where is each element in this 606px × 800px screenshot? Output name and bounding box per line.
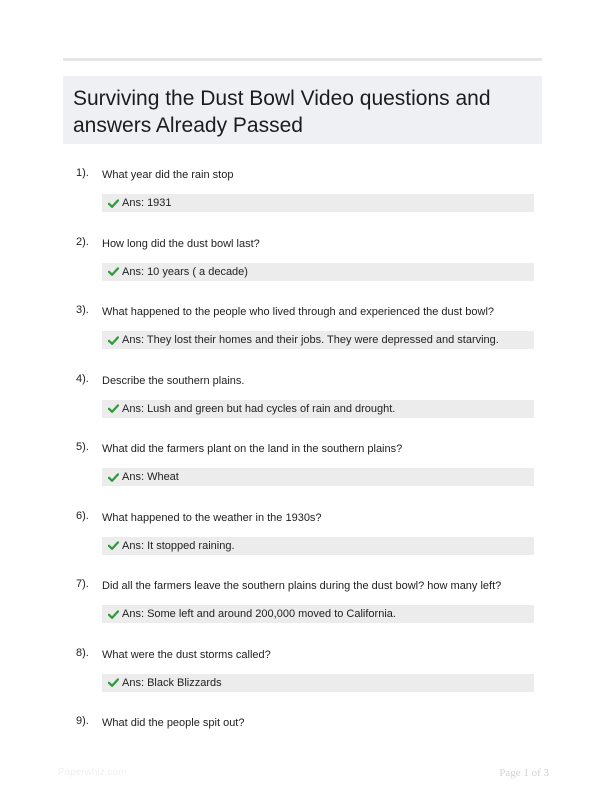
- answer-box: [102, 331, 534, 349]
- answer-text: Ans: 1931: [122, 197, 172, 209]
- check-icon: [108, 472, 119, 483]
- answer-box: [102, 468, 534, 486]
- question-text: What did the farmers plant on the land in the southern plains?: [102, 443, 403, 455]
- answer-box: [102, 605, 534, 623]
- qa-list: [63, 167, 542, 784]
- answer-box: [102, 194, 534, 212]
- qa-item: [63, 715, 542, 784]
- answer-text: Ans: It stopped raining.: [122, 539, 235, 552]
- question-text: What were the dust storms called?: [102, 648, 271, 661]
- question-number: 8).: [76, 646, 89, 659]
- question-number: 2).: [76, 235, 89, 248]
- qa-item: [63, 510, 542, 579]
- question-number: 5).: [76, 441, 89, 453]
- check-icon: [108, 335, 119, 346]
- question-text: Did all the farmers leave the southern plains during the dust bowl? how many left?: [102, 580, 502, 592]
- answer-text: Ans: Lush and green but had cycles of rain and drought.: [122, 402, 396, 415]
- question-text: What did the people spit out?: [102, 717, 245, 729]
- answer-box: [102, 400, 534, 418]
- answer-text: Ans: Wheat: [122, 471, 179, 483]
- question-text: How long did the dust bowl last?: [102, 237, 260, 250]
- answer-box: [102, 263, 534, 281]
- question-number: 6).: [76, 509, 89, 522]
- check-icon: [108, 540, 119, 551]
- qa-item: [63, 236, 542, 305]
- answer-box: [102, 537, 534, 555]
- answer-text: Ans: Some left and around 200,000 moved to California.: [122, 608, 396, 620]
- top-divider: [63, 58, 542, 61]
- question-text: What happened to the weather in the 1930s?: [102, 511, 322, 524]
- question-number: 9).: [76, 715, 89, 727]
- question-text: What happened to the people who lived through and experienced the dust bowl?: [102, 306, 495, 318]
- qa-item: [63, 647, 542, 716]
- check-icon: [108, 266, 119, 277]
- qa-item: [63, 167, 542, 236]
- title-block: [63, 76, 542, 144]
- check-icon: [108, 677, 119, 688]
- question-number: 1).: [76, 167, 89, 179]
- answer-box: [102, 674, 534, 692]
- question-number: 7).: [76, 578, 89, 590]
- footer-watermark: Paperwhiz.com: [58, 767, 127, 778]
- question-text: What year did the rain stop: [102, 169, 234, 181]
- answer-text: Ans: They lost their homes and their jobs. They were depressed and starving.: [122, 334, 499, 346]
- qa-item: [63, 304, 542, 373]
- answer-text: Ans: Black Blizzards: [122, 676, 222, 689]
- question-number: 3).: [76, 304, 89, 316]
- qa-item: [63, 578, 542, 647]
- check-icon: [108, 198, 119, 209]
- question-text: Describe the southern plains.: [102, 374, 245, 387]
- page-indicator: Page 1 of 3: [499, 767, 549, 779]
- qa-item: [63, 373, 542, 442]
- qa-item: [63, 441, 542, 510]
- check-icon: [108, 403, 119, 414]
- check-icon: [108, 609, 119, 620]
- document-title: Surviving the Dust Bowl Video questions and answers Already Passed: [73, 87, 491, 137]
- question-number: 4).: [76, 372, 89, 385]
- answer-text: Ans: 10 years ( a decade): [122, 265, 248, 278]
